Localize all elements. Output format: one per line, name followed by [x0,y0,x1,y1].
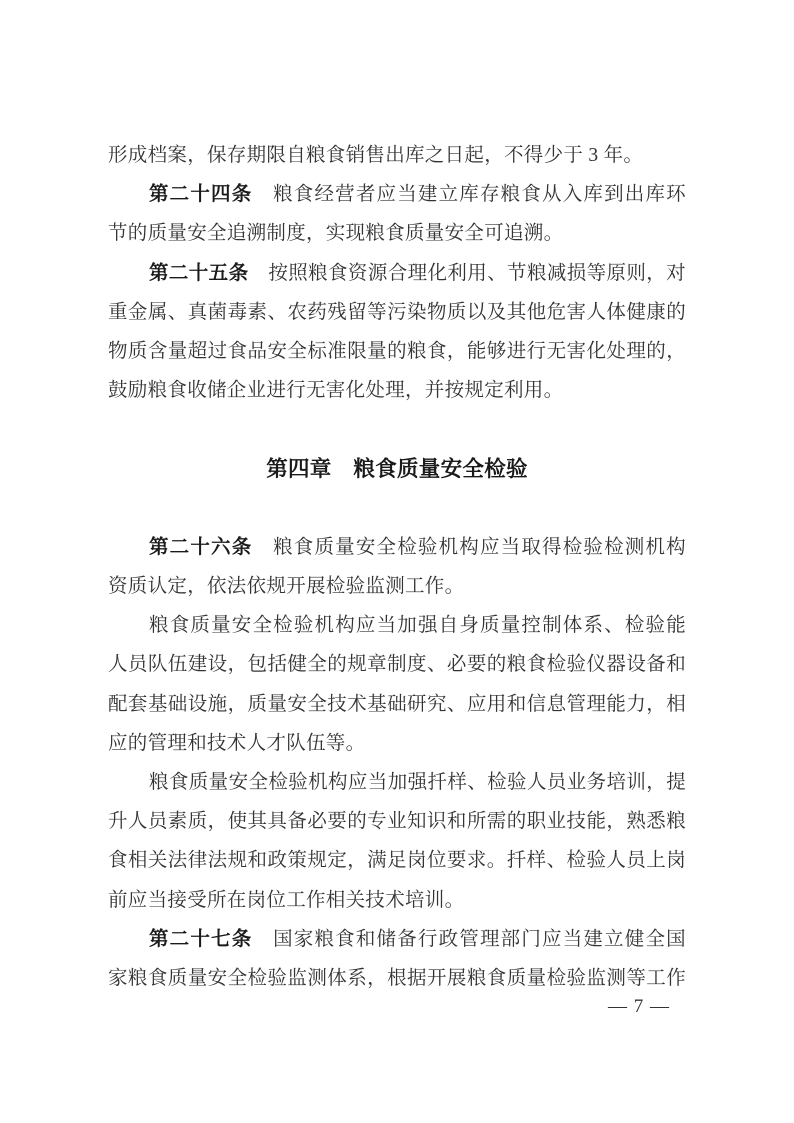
text-segment: 人员队伍建设，包括健全的规章制度、必要的粮食检验仪器设备和 [108,654,686,676]
text-line [108,881,686,920]
text-line [108,371,686,410]
text-line [108,685,686,724]
text-segment: 应的管理和技术人才队伍等。 [108,732,366,754]
text-line [108,528,686,567]
text-segment: 粮食质量安全检验机构应当加强扦样、检验人员业务培训，提 [149,772,686,793]
text-segment: 物质含量超过食品安全标准限量的粮食，能够进行无害化处理的， [108,340,686,362]
blank-line [108,489,686,528]
text-line [108,254,686,293]
blank-line [108,410,686,449]
text-segment: 食相关法律法规和政策规定，满足岗位要求。扦样、检验人员上岗 [108,850,686,872]
text-line [108,606,686,645]
text-segment: 重金属、真菌毒素、农药残留等污染物质以及其他危害人体健康的 [108,301,686,323]
text-line [108,763,686,802]
text-segment: 升人员素质，使其具备必要的专业知识和所需的职业技能，熟悉粮 [108,811,686,833]
article-number: 第二十六条 [149,535,253,558]
article-number: 第二十七条 [149,927,253,950]
article-number: 第四章 粮食质量安全检验 [266,456,528,481]
text-line [108,332,686,371]
text-segment: 家粮食质量安全检验监测体系，根据开展粮食质量检验监测等工作 [108,967,686,989]
text-line [108,724,686,763]
text-line [108,802,686,841]
text-segment: 形成档案，保存期限自粮食销售出库之日起，不得少于 3 年。 [108,145,644,166]
text-segment: 粮食质量安全检验机构应当取得检验检测机构 [252,536,686,558]
chapter-heading [108,450,686,489]
text-line [108,175,686,214]
text-segment: 鼓励粮食收储企业进行无害化处理，并按规定利用。 [108,380,564,402]
text-segment: 节的质量安全追溯制度，实现粮食质量安全可追溯。 [108,223,564,245]
text-segment: 前应当接受所在岗位工作相关技术培训。 [108,889,465,911]
text-block [108,136,686,998]
text-line [108,136,686,175]
text-line [108,293,686,332]
text-segment: 粮食质量安全检验机构应当加强自身质量控制体系、检验能 [149,615,686,637]
text-line [108,567,686,606]
text-line [108,920,686,959]
text-segment: 粮食经营者应当建立库存粮食从入库到出库环 [252,184,686,206]
page-number: — 7 — [608,996,670,1017]
text-line [108,645,686,684]
text-line [108,214,686,253]
article-number: 第二十五条 [149,261,249,284]
text-segment: 按照粮食资源合理化利用、节粮减损等原则，对 [248,262,686,284]
article-number: 第二十四条 [149,183,253,206]
text-segment: 国家粮食和储备行政管理部门应当建立健全国 [252,928,686,950]
text-segment: 资质认定，依法依规开展检验监测工作。 [108,576,465,598]
text-line [108,841,686,880]
text-line [108,959,686,998]
text-segment: 配套基础设施，质量安全技术基础研究、应用和信息管理能力，相 [108,693,686,715]
